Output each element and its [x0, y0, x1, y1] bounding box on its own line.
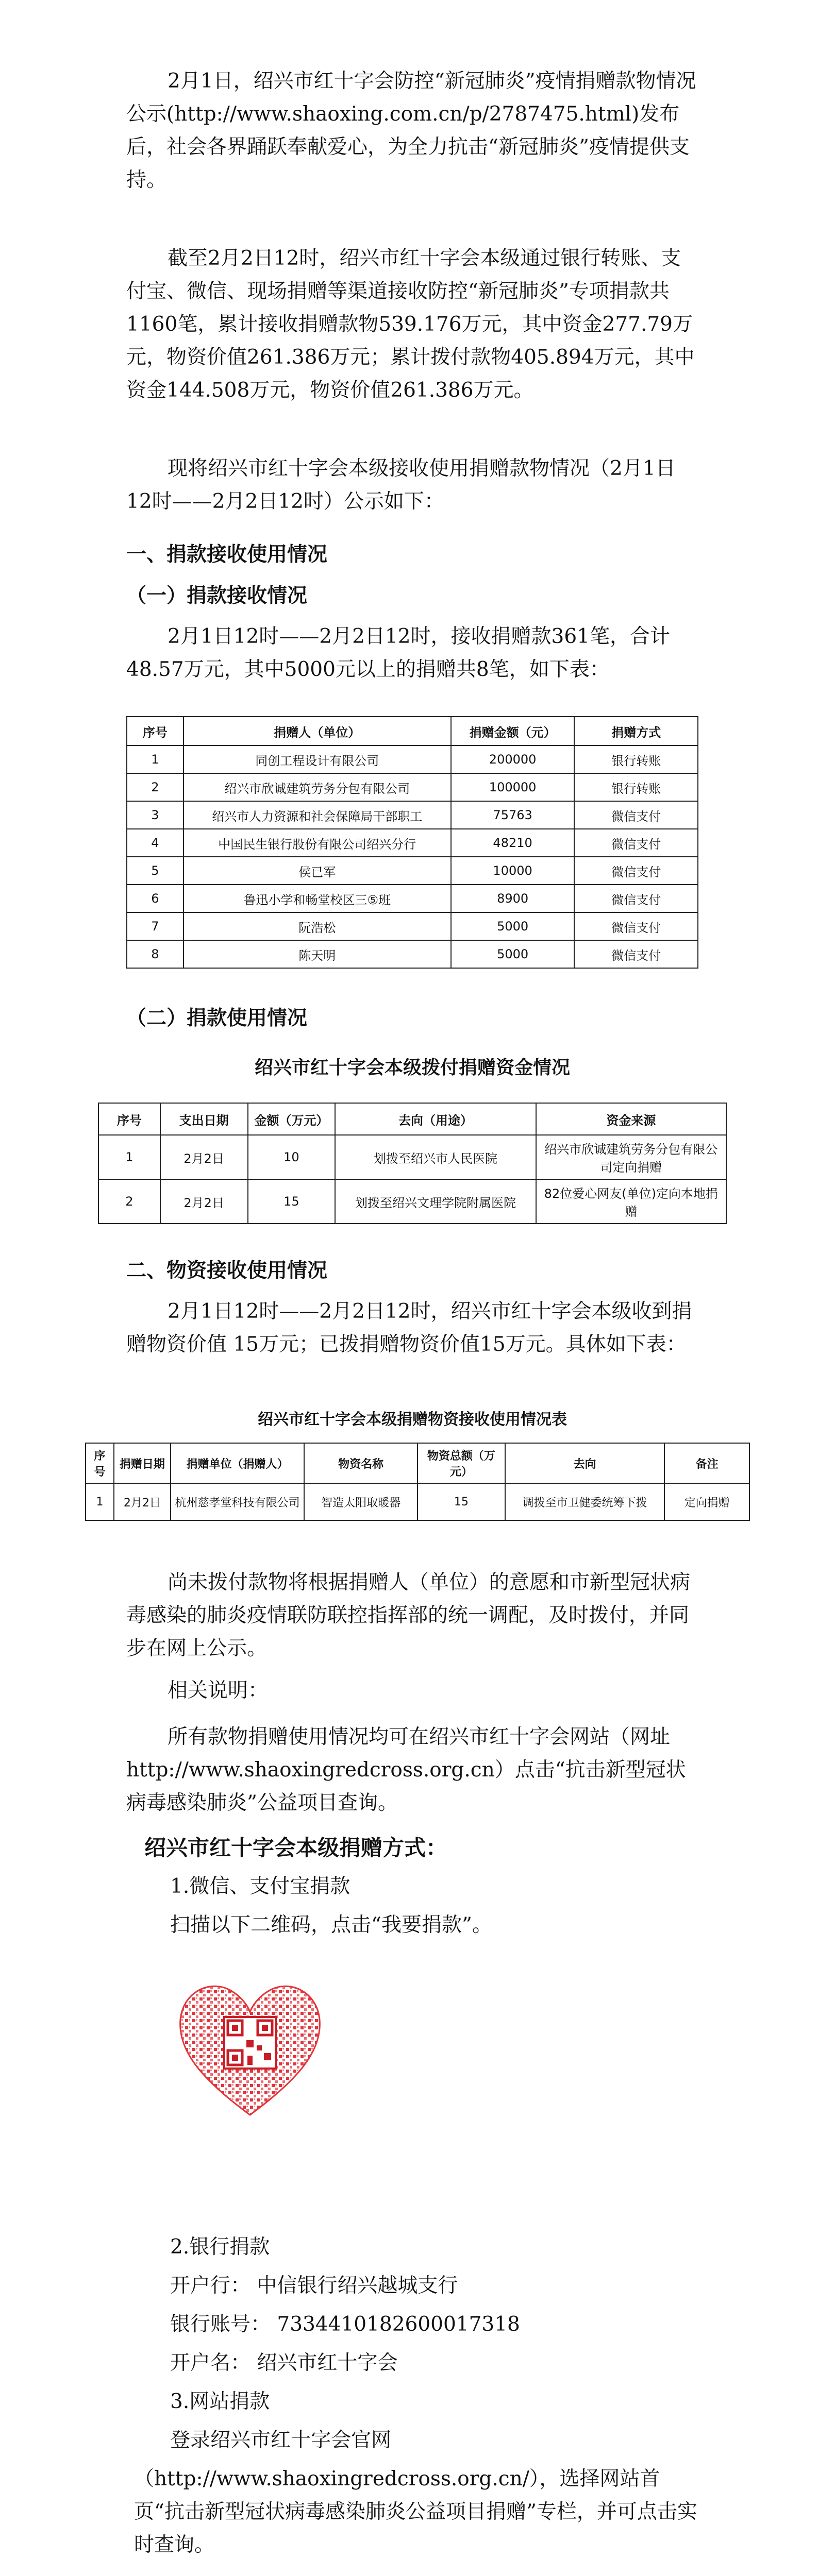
column-header: 捐赠日期 — [114, 1443, 171, 1483]
donation-methods-heading: 绍兴市红十字会本级捐赠方式： — [144, 1835, 448, 1860]
table-row — [127, 773, 698, 801]
table-row — [127, 912, 698, 940]
column-header: 支出日期 — [160, 1103, 248, 1135]
bank-name: 开户行： 中信银行绍兴越城支行 — [170, 2274, 458, 2297]
method-2-title: 2.银行捐款 — [170, 2235, 270, 2259]
table-row — [127, 745, 698, 773]
subheading-usage: （二）捐款使用情况 — [126, 1006, 308, 1030]
table-cell: 调拨至市卫健委统筹下拨 — [505, 1483, 664, 1520]
materials-table — [85, 1443, 750, 1521]
table-cell: 2月2日 — [160, 1135, 248, 1179]
table-cell: 微信支付 — [574, 940, 698, 968]
table-cell: 鲁迅小学和畅堂校区三⑤班 — [183, 885, 451, 912]
table-cell: 微信支付 — [574, 885, 698, 912]
column-header: 序号 — [86, 1443, 114, 1483]
table-cell: 杭州慈孝堂科技有限公司 — [171, 1483, 305, 1520]
table-row — [98, 1179, 726, 1224]
table-row — [127, 857, 698, 885]
method-1-desc: 扫描以下二维码，点击“我要捐款”。 — [170, 1913, 492, 1937]
section-heading-materials: 二、物资接收使用情况 — [126, 1259, 328, 1282]
table-cell: 微信支付 — [574, 801, 698, 829]
table-cell: 银行转账 — [574, 773, 698, 801]
table-cell: 定向捐赠 — [664, 1483, 749, 1520]
table-cell: 5000 — [451, 912, 575, 940]
closing-paragraph-1: 尚未拨付款物将根据捐赠人（单位）的意愿和市新型冠状病毒感染的肺炎疫情联防联控指挥部的统一调配，及时拨付，并同步在网上公示。 — [126, 1571, 691, 1660]
intro-paragraph-3: 现将绍兴市红十字会本级接收使用捐赠款物情况（2月1日12时——2月2日12时）公示如下： — [126, 457, 676, 513]
table-cell: 48210 — [451, 829, 575, 857]
table-cell: 2 — [98, 1179, 160, 1224]
table-cell: 1 — [98, 1135, 160, 1179]
table-cell: 同创工程设计有限公司 — [183, 745, 451, 773]
column-header: 物资名称 — [304, 1443, 418, 1483]
section-heading-donations: 一、捐款接收使用情况 — [126, 543, 328, 566]
table-cell: 侯已军 — [183, 857, 451, 885]
table-cell: 7 — [127, 912, 183, 940]
materials-paragraph: 2月1日12时——2月2日12时，绍兴市红十字会本级收到捐赠物资价值 15万元；已拨捐赠物资价值15万元。具体如下表： — [126, 1300, 692, 1356]
table-cell: 8 — [127, 940, 183, 968]
column-header: 捐赠金额（元） — [451, 717, 575, 745]
donation-qr-code[interactable] — [170, 1968, 330, 2128]
table-cell: 1 — [86, 1483, 114, 1520]
table-cell: 10 — [248, 1135, 336, 1179]
column-header: 捐赠单位（捐赠人） — [171, 1443, 305, 1483]
table-cell: 微信支付 — [574, 912, 698, 940]
table-row — [127, 885, 698, 912]
column-header: 物资总额（万元） — [418, 1443, 505, 1483]
table-cell: 6 — [127, 885, 183, 912]
table-cell: 5000 — [451, 940, 575, 968]
table-cell: 微信支付 — [574, 857, 698, 885]
website-line-2: （http://www.shaoxingredcross.org.cn/），选择网站首页“抗击新型冠状病毒感染肺炎公益项目捐赠”专栏，并可点击实时查询。 — [134, 2467, 697, 2556]
table-cell: 100000 — [451, 773, 575, 801]
intro-paragraph-1: 2月1日，绍兴市红十字会防控“新冠肺炎”疫情捐赠款物情况公示(http://www.shaoxing.com.cn/p/2787475.html)发布后，社会各界踊跃奉献爱心，为全力抗击“新冠肺炎”疫情提供支持。 — [126, 70, 696, 192]
table-cell: 15 — [248, 1179, 336, 1224]
table-cell: 陈天明 — [183, 940, 451, 968]
table-cell: 阮浩松 — [183, 912, 451, 940]
table-cell: 绍兴市欣诚建筑劳务分包有限公司 — [183, 773, 451, 801]
table-row — [86, 1483, 749, 1520]
table-cell: 绍兴市欣诚建筑劳务分包有限公司定向捐赠 — [536, 1135, 726, 1179]
table-cell: 75763 — [451, 801, 575, 829]
column-header: 备注 — [664, 1443, 749, 1483]
table-cell: 200000 — [451, 745, 575, 773]
table-cell: 15 — [418, 1483, 505, 1520]
bank-account: 银行账号： 7334410182600017318 — [170, 2313, 520, 2336]
table-cell: 82位爱心网友(单位)定向本地捐赠 — [536, 1179, 726, 1224]
table-row — [127, 801, 698, 829]
table-row — [127, 829, 698, 857]
fund-allocation-table — [98, 1103, 727, 1224]
column-header: 去向 — [505, 1443, 664, 1483]
table-cell: 3 — [127, 801, 183, 829]
subheading-receipt: （一）捐款接收情况 — [126, 584, 308, 607]
table-cell: 8900 — [451, 885, 575, 912]
table-cell: 2月2日 — [114, 1483, 171, 1520]
closing-paragraph-3: 所有款物捐赠使用情况均可在绍兴市红十字会网站（网址http://www.shaoxingredcross.org.cn）点击“抗击新型冠状病毒感染肺炎”公益项目查询。 — [126, 1725, 686, 1815]
table-cell: 银行转账 — [574, 745, 698, 773]
column-header: 序号 — [127, 717, 183, 745]
table-cell: 划拨至绍兴市人民医院 — [335, 1135, 536, 1179]
table-cell: 2月2日 — [160, 1179, 248, 1224]
table2-caption: 绍兴市红十字会本级拨付捐赠资金情况 — [254, 1057, 570, 1078]
notes-label: 相关说明： — [168, 1679, 269, 1702]
column-header: 资金来源 — [536, 1103, 726, 1135]
table-cell: 微信支付 — [574, 829, 698, 857]
column-header: 去向（用途） — [335, 1103, 536, 1135]
table-cell: 中国民生银行股份有限公司绍兴分行 — [183, 829, 451, 857]
donor-table — [126, 716, 698, 969]
table-cell: 绍兴市人力资源和社会保障局干部职工 — [183, 801, 451, 829]
table-row — [98, 1135, 726, 1179]
table-row — [127, 940, 698, 968]
table-cell: 10000 — [451, 857, 575, 885]
receipt-paragraph: 2月1日12时——2月2日12时，接收捐赠款361笔，合计48.57万元，其中5000元以上的捐赠共8笔，如下表： — [126, 625, 670, 681]
table-cell: 4 — [127, 829, 183, 857]
intro-paragraph-2: 截至2月2日12时，绍兴市红十字会本级通过银行转账、支付宝、微信、现场捐赠等渠道接收防控“新冠肺炎”专项捐款共1160笔，累计接收捐赠款物539.176万元，其中资金277.79万元，物资价值261.386万元；累计拨付款物405.894万元，其中资金144.508万元，物资价值261.386万元。 — [126, 247, 695, 402]
column-header: 金额（万元） — [248, 1103, 336, 1135]
table-cell: 5 — [127, 857, 183, 885]
table-cell: 划拨至绍兴文理学院附属医院 — [335, 1179, 536, 1224]
table-cell: 1 — [127, 745, 183, 773]
heart-qr-icon — [170, 1968, 330, 2128]
column-header: 捐赠方式 — [574, 717, 698, 745]
table3-caption: 绍兴市红十字会本级捐赠物资接收使用情况表 — [258, 1411, 567, 1429]
method-3-title: 3.网站捐款 — [170, 2390, 270, 2413]
account-name: 开户名： 绍兴市红十字会 — [170, 2351, 398, 2375]
table-cell: 2 — [127, 773, 183, 801]
column-header: 捐赠人（单位） — [183, 717, 451, 745]
website-line-1: 登录绍兴市红十字会官网 — [170, 2429, 392, 2452]
column-header: 序号 — [98, 1103, 160, 1135]
contact-phone — [126, 2571, 698, 2576]
method-1-title: 1.微信、支付宝捐款 — [170, 1875, 350, 1898]
table-cell: 智造太阳取暖器 — [304, 1483, 418, 1520]
